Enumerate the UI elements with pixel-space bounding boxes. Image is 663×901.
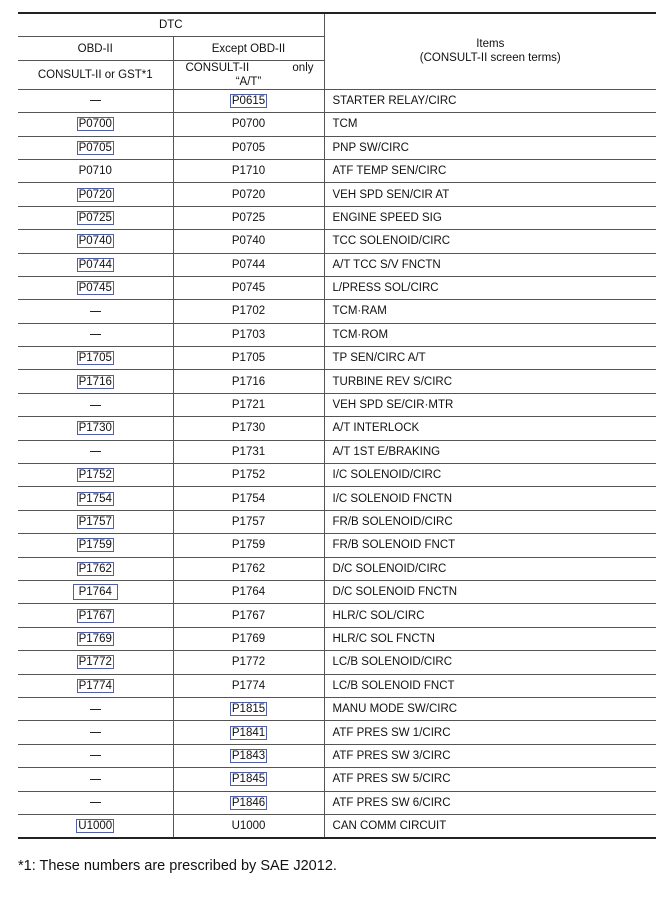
not-applicable-dash [90, 709, 101, 710]
except-dtc-code: P1752 [231, 469, 266, 482]
dtc-table [18, 12, 656, 839]
except-dtc-cell [173, 370, 324, 393]
item-name: ATF PRES SW 6/CIRC [324, 791, 656, 814]
obd-dtc-cell [18, 323, 173, 346]
header-items-sub: (CONSULT-II screen terms) [419, 52, 561, 65]
except-dtc-cell [173, 89, 324, 112]
except-dtc-code: P1762 [231, 562, 266, 575]
obd-dtc-cell [18, 206, 173, 229]
except-dtc-cell [173, 627, 324, 650]
obd-dtc-link[interactable]: P1705 [78, 352, 112, 365]
except-dtc-code: P1754 [231, 492, 266, 505]
except-dtc-cell [173, 464, 324, 487]
item-name: TCM·ROM [324, 323, 656, 346]
except-dtc-code: U1000 [231, 820, 266, 833]
except-dtc-link[interactable]: P1846 [231, 796, 266, 809]
table-row [18, 627, 656, 650]
obd-dtc-cell [18, 651, 173, 674]
obd-dtc-cell [18, 159, 173, 182]
item-name: ATF PRES SW 5/CIRC [324, 768, 656, 791]
obd-dtc-link[interactable]: P1772 [78, 656, 112, 669]
table-row [18, 534, 656, 557]
item-name: PNP SW/CIRC [324, 136, 656, 159]
obd-dtc-cell [18, 768, 173, 791]
obd-dtc-code: P0710 [78, 165, 112, 178]
item-name: VEH SPD SE/CIR·MTR [324, 393, 656, 416]
obd-dtc-cell [18, 791, 173, 814]
table-row [18, 604, 656, 627]
table-row [18, 253, 656, 276]
header-only: only [292, 61, 314, 74]
except-dtc-code: P0700 [231, 118, 266, 131]
obd-dtc-cell [18, 487, 173, 510]
not-applicable-dash [90, 732, 101, 733]
obd-dtc-cell [18, 627, 173, 650]
table-row [18, 136, 656, 159]
item-name: D/C SOLENOID FNCTN [324, 580, 656, 603]
except-dtc-code: P1730 [231, 422, 266, 435]
dtc-table-body [18, 13, 656, 838]
table-row [18, 768, 656, 791]
table-row [18, 744, 656, 767]
except-dtc-cell [173, 159, 324, 182]
table-row [18, 580, 656, 603]
except-dtc-cell [173, 253, 324, 276]
table-row [18, 159, 656, 182]
except-dtc-link[interactable]: P0615 [231, 94, 266, 107]
except-dtc-cell [173, 814, 324, 838]
obd-dtc-cell [18, 604, 173, 627]
obd-dtc-cell [18, 253, 173, 276]
table-row [18, 230, 656, 253]
not-applicable-dash [90, 779, 101, 780]
except-dtc-code: P0740 [231, 235, 266, 248]
table-row [18, 113, 656, 136]
except-dtc-cell [173, 580, 324, 603]
item-name: I/C SOLENOID/CIRC [324, 464, 656, 487]
item-name: A/T INTERLOCK [324, 417, 656, 440]
obd-dtc-link[interactable]: P1716 [78, 375, 112, 388]
obd-dtc-link[interactable]: P1759 [78, 539, 112, 552]
obd-dtc-link[interactable]: P0744 [78, 258, 112, 271]
except-dtc-code: P1764 [231, 586, 266, 599]
table-row [18, 323, 656, 346]
not-applicable-dash [90, 334, 101, 335]
except-dtc-cell [173, 300, 324, 323]
not-applicable-dash [90, 802, 101, 803]
obd-dtc-cell [18, 136, 173, 159]
header-consult2-cell [173, 60, 324, 89]
item-name: TP SEN/CIRC A/T [324, 347, 656, 370]
except-dtc-cell [173, 674, 324, 697]
header-consult2: CONSULT-II [185, 61, 250, 74]
item-name: A/T 1ST E/BRAKING [324, 440, 656, 463]
except-dtc-cell [173, 768, 324, 791]
table-row [18, 417, 656, 440]
obd-dtc-link[interactable]: P0720 [78, 188, 112, 201]
obd-dtc-link[interactable]: P1754 [78, 492, 112, 505]
except-dtc-code: P1705 [231, 352, 266, 365]
except-dtc-code: P1716 [231, 375, 266, 388]
item-name: ATF PRES SW 3/CIRC [324, 744, 656, 767]
except-dtc-code: P1702 [231, 305, 266, 318]
obd-dtc-cell [18, 230, 173, 253]
obd-dtc-link[interactable]: U1000 [78, 820, 113, 833]
table-row [18, 674, 656, 697]
header-at: “A/T” [235, 75, 262, 88]
item-name: TCM [324, 113, 656, 136]
table-row [18, 791, 656, 814]
obd-dtc-link[interactable]: P1764 [73, 584, 118, 600]
item-name: TCM·RAM [324, 300, 656, 323]
except-dtc-link[interactable]: P1843 [231, 749, 266, 762]
item-name: A/T TCC S/V FNCTN [324, 253, 656, 276]
obd-dtc-cell [18, 370, 173, 393]
except-dtc-cell [173, 230, 324, 253]
obd-dtc-cell [18, 276, 173, 299]
except-dtc-cell [173, 440, 324, 463]
item-name: ATF PRES SW 1/CIRC [324, 721, 656, 744]
header-consult-gst: CONSULT-II or GST*1 [18, 60, 173, 89]
table-row [18, 557, 656, 580]
except-dtc-code: P0705 [231, 141, 266, 154]
table-row [18, 510, 656, 533]
except-dtc-cell [173, 183, 324, 206]
except-dtc-code: P0725 [231, 211, 266, 224]
obd-dtc-link[interactable]: P1774 [78, 679, 112, 692]
table-row [18, 183, 656, 206]
obd-dtc-cell [18, 510, 173, 533]
obd-dtc-link[interactable]: P0745 [78, 282, 112, 295]
header-obd2: OBD-II [18, 37, 173, 60]
except-dtc-cell [173, 347, 324, 370]
header-except-obd2: Except OBD-II [173, 37, 324, 60]
table-row [18, 89, 656, 112]
not-applicable-dash [90, 755, 101, 756]
obd-dtc-cell [18, 464, 173, 487]
item-name: HLR/C SOL/CIRC [324, 604, 656, 627]
header-row-dtc [18, 13, 656, 37]
except-dtc-cell [173, 393, 324, 416]
except-dtc-code: P0720 [231, 188, 266, 201]
obd-dtc-cell [18, 580, 173, 603]
except-dtc-code: P1759 [231, 539, 266, 552]
header-items: Items [476, 38, 505, 51]
table-row [18, 300, 656, 323]
footnote: *1: These numbers are prescribed by SAE J2012. [18, 858, 337, 874]
table-row [18, 206, 656, 229]
except-dtc-cell [173, 136, 324, 159]
item-name: LC/B SOLENOID FNCT [324, 674, 656, 697]
except-dtc-cell [173, 510, 324, 533]
obd-dtc-link[interactable]: P1769 [78, 632, 112, 645]
obd-dtc-link[interactable]: P1757 [78, 516, 112, 528]
item-name: HLR/C SOL FNCTN [324, 627, 656, 650]
except-dtc-cell [173, 721, 324, 744]
table-row [18, 370, 656, 393]
except-dtc-code: P1703 [231, 328, 266, 341]
except-dtc-link[interactable]: P1815 [231, 703, 266, 716]
obd-dtc-link[interactable]: P0705 [78, 141, 112, 154]
item-name: FR/B SOLENOID FNCT [324, 534, 656, 557]
except-dtc-code: P1757 [231, 516, 266, 528]
obd-dtc-link[interactable]: P1730 [78, 422, 112, 435]
obd-dtc-cell [18, 347, 173, 370]
not-applicable-dash [90, 311, 101, 312]
except-dtc-code: P1710 [231, 165, 266, 178]
except-dtc-cell [173, 323, 324, 346]
obd-dtc-cell [18, 557, 173, 580]
item-name: L/PRESS SOL/CIRC [324, 276, 656, 299]
obd-dtc-cell [18, 89, 173, 112]
obd-dtc-cell [18, 440, 173, 463]
item-name: FR/B SOLENOID/CIRC [324, 510, 656, 533]
except-dtc-cell [173, 534, 324, 557]
obd-dtc-cell [18, 113, 173, 136]
table-row [18, 440, 656, 463]
obd-dtc-link[interactable]: P1762 [78, 562, 112, 575]
item-name: LC/B SOLENOID/CIRC [324, 651, 656, 674]
obd-dtc-cell [18, 744, 173, 767]
item-name: TURBINE REV S/CIRC [324, 370, 656, 393]
table-row [18, 393, 656, 416]
obd-dtc-link[interactable]: P0700 [78, 118, 112, 131]
table-row [18, 814, 656, 838]
table-row [18, 464, 656, 487]
obd-dtc-link[interactable]: P0740 [78, 235, 112, 248]
except-dtc-code: P1774 [231, 679, 266, 692]
table-row [18, 651, 656, 674]
obd-dtc-cell [18, 534, 173, 557]
header-consult2-line [174, 61, 324, 75]
not-applicable-dash [90, 451, 101, 452]
table-row [18, 276, 656, 299]
except-dtc-code: P1721 [231, 399, 266, 412]
except-dtc-code: P1769 [231, 632, 266, 645]
not-applicable-dash [90, 405, 101, 406]
obd-dtc-cell [18, 300, 173, 323]
except-dtc-cell [173, 791, 324, 814]
item-name: I/C SOLENOID FNCTN [324, 487, 656, 510]
except-dtc-cell [173, 744, 324, 767]
except-dtc-cell [173, 113, 324, 136]
item-name: D/C SOLENOID/CIRC [324, 557, 656, 580]
item-name: VEH SPD SEN/CIR AT [324, 183, 656, 206]
except-dtc-link[interactable]: P1841 [231, 726, 266, 739]
except-dtc-code: P1772 [231, 656, 266, 669]
except-dtc-cell [173, 557, 324, 580]
except-dtc-code: P0744 [231, 258, 266, 271]
obd-dtc-cell [18, 814, 173, 838]
except-dtc-cell [173, 206, 324, 229]
item-name: ENGINE SPEED SIG [324, 206, 656, 229]
except-dtc-cell [173, 276, 324, 299]
item-name: CAN COMM CIRCUIT [324, 814, 656, 838]
table-row [18, 697, 656, 720]
table-row [18, 347, 656, 370]
except-dtc-cell [173, 417, 324, 440]
obd-dtc-link[interactable]: P1767 [78, 609, 112, 622]
except-dtc-cell [173, 487, 324, 510]
except-dtc-link[interactable]: P1845 [231, 773, 266, 786]
item-name: ATF TEMP SEN/CIRC [324, 159, 656, 182]
item-name: MANU MODE SW/CIRC [324, 697, 656, 720]
obd-dtc-link[interactable]: P0725 [78, 211, 112, 224]
table-row [18, 721, 656, 744]
obd-dtc-link[interactable]: P1752 [78, 469, 112, 482]
obd-dtc-cell [18, 393, 173, 416]
obd-dtc-cell [18, 183, 173, 206]
obd-dtc-cell [18, 417, 173, 440]
except-dtc-code: P1767 [231, 609, 266, 622]
item-name: TCC SOLENOID/CIRC [324, 230, 656, 253]
except-dtc-cell [173, 651, 324, 674]
except-dtc-code: P0745 [231, 282, 266, 295]
item-name: STARTER RELAY/CIRC [324, 89, 656, 112]
except-dtc-code: P1731 [231, 445, 266, 458]
header-items-cell [324, 13, 656, 89]
except-dtc-cell [173, 697, 324, 720]
not-applicable-dash [90, 100, 101, 101]
obd-dtc-cell [18, 697, 173, 720]
header-dtc: DTC [18, 13, 324, 37]
obd-dtc-cell [18, 674, 173, 697]
except-dtc-cell [173, 604, 324, 627]
table-row [18, 487, 656, 510]
obd-dtc-cell [18, 721, 173, 744]
